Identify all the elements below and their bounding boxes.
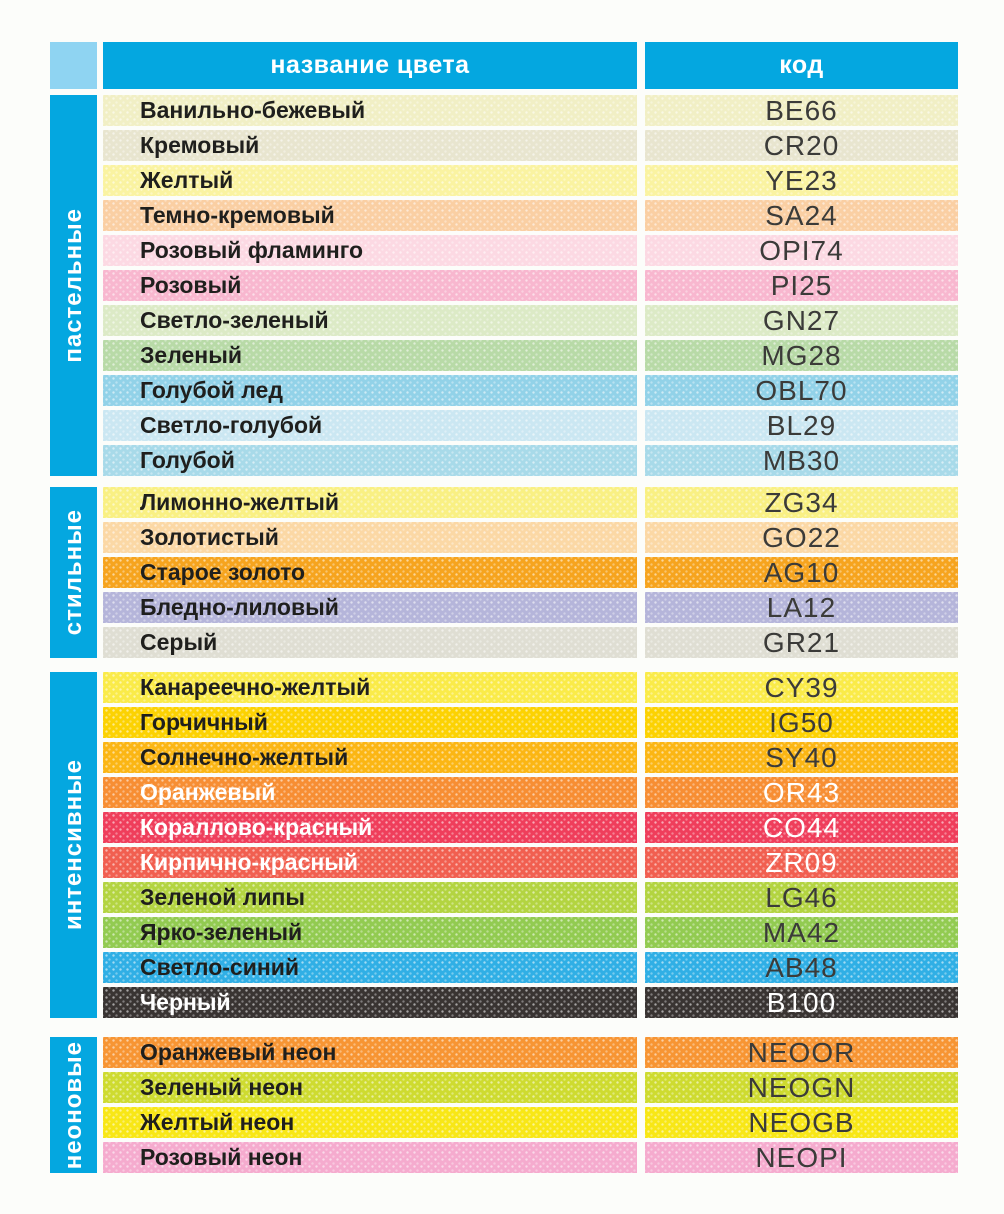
- color-code-cell: SA24: [645, 200, 958, 231]
- color-name-cell: Старое золото: [103, 557, 637, 588]
- color-row: [103, 952, 958, 983]
- color-name-cell: Розовый фламинго: [103, 235, 637, 266]
- group-label: интенсивные: [59, 759, 87, 931]
- color-row: [103, 882, 958, 913]
- group-label: стильные: [59, 509, 87, 636]
- color-code-cell: IG50: [645, 707, 958, 738]
- color-row: [103, 1037, 958, 1068]
- color-code-cell: CO44: [645, 812, 958, 843]
- color-code-cell: NEOPI: [645, 1142, 958, 1173]
- color-name-cell: Лимонно-желтый: [103, 487, 637, 518]
- header-color-name: название цвета: [103, 42, 637, 89]
- color-name-cell: Бледно-лиловый: [103, 592, 637, 623]
- color-row: [103, 410, 958, 441]
- color-name-cell: Темно-кремовый: [103, 200, 637, 231]
- color-code-cell: NEOGB: [645, 1107, 958, 1138]
- color-row: [103, 672, 958, 703]
- color-code-cell: SY40: [645, 742, 958, 773]
- color-row: [103, 812, 958, 843]
- color-code-cell: OBL70: [645, 375, 958, 406]
- color-name-cell: Голубой: [103, 445, 637, 476]
- color-name-cell: Зеленый: [103, 340, 637, 371]
- group-label-bar: [50, 95, 97, 476]
- color-code-cell: LA12: [645, 592, 958, 623]
- color-row: [103, 340, 958, 371]
- color-code-cell: AB48: [645, 952, 958, 983]
- color-code-cell: CY39: [645, 672, 958, 703]
- color-row: [103, 270, 958, 301]
- color-code-cell: OPI74: [645, 235, 958, 266]
- color-name-cell: Горчичный: [103, 707, 637, 738]
- color-code-cell: CR20: [645, 130, 958, 161]
- color-name-cell: Оранжевый: [103, 777, 637, 808]
- color-row: [103, 627, 958, 658]
- color-code-cell: PI25: [645, 270, 958, 301]
- color-name-cell: Розовый неон: [103, 1142, 637, 1173]
- color-code-cell: GR21: [645, 627, 958, 658]
- color-row: [103, 987, 958, 1018]
- color-row: [103, 130, 958, 161]
- group-rows: [103, 487, 958, 658]
- corner-swatch: [50, 42, 97, 89]
- color-group-неоновые: [50, 1037, 1004, 1173]
- color-code-cell: NEOGN: [645, 1072, 958, 1103]
- color-name-cell: Розовый: [103, 270, 637, 301]
- color-name-cell: Желтый: [103, 165, 637, 196]
- color-code-cell: NEOOR: [645, 1037, 958, 1068]
- color-row: [103, 847, 958, 878]
- color-name-cell: Ванильно-бежевый: [103, 95, 637, 126]
- color-name-cell: Кирпично-красный: [103, 847, 637, 878]
- group-label: пастельные: [59, 208, 87, 363]
- color-name-cell: Канареечно-желтый: [103, 672, 637, 703]
- color-row: [103, 707, 958, 738]
- color-name-cell: Светло-голубой: [103, 410, 637, 441]
- group-label: неоновые: [59, 1040, 87, 1170]
- color-code-cell: ZG34: [645, 487, 958, 518]
- color-code-cell: ZR09: [645, 847, 958, 878]
- color-row: [103, 1142, 958, 1173]
- group-label-bar: [50, 672, 97, 1018]
- color-name-cell: Светло-зеленый: [103, 305, 637, 336]
- color-row: [103, 487, 958, 518]
- color-row: [103, 557, 958, 588]
- color-code-cell: GN27: [645, 305, 958, 336]
- color-code-cell: MA42: [645, 917, 958, 948]
- color-row: [103, 95, 958, 126]
- color-code-cell: MG28: [645, 340, 958, 371]
- color-group-стильные: [50, 487, 1004, 658]
- color-row: [103, 445, 958, 476]
- color-code-cell: LG46: [645, 882, 958, 913]
- header-color-code: код: [645, 42, 958, 89]
- color-name-cell: Кораллово-красный: [103, 812, 637, 843]
- color-row: [103, 200, 958, 231]
- color-row: [103, 522, 958, 553]
- color-row: [103, 917, 958, 948]
- table-header: [50, 42, 1004, 89]
- color-row: [103, 592, 958, 623]
- color-code-cell: MB30: [645, 445, 958, 476]
- color-row: [103, 742, 958, 773]
- color-row: [103, 1107, 958, 1138]
- color-row: [103, 165, 958, 196]
- group-label-bar: [50, 1037, 97, 1173]
- color-code-cell: GO22: [645, 522, 958, 553]
- color-group-интенсивные: [50, 672, 1004, 1018]
- color-name-cell: Голубой лед: [103, 375, 637, 406]
- color-name-cell: Черный: [103, 987, 637, 1018]
- color-name-cell: Серый: [103, 627, 637, 658]
- group-rows: [103, 1037, 958, 1173]
- color-row: [103, 777, 958, 808]
- color-code-cell: B100: [645, 987, 958, 1018]
- color-name-cell: Золотистый: [103, 522, 637, 553]
- color-code-cell: BE66: [645, 95, 958, 126]
- color-name-cell: Зеленый неон: [103, 1072, 637, 1103]
- color-row: [103, 375, 958, 406]
- color-row: [103, 235, 958, 266]
- color-name-cell: Светло-синий: [103, 952, 637, 983]
- color-group-пастельные: [50, 95, 1004, 476]
- color-name-cell: Зеленой липы: [103, 882, 637, 913]
- color-code-cell: BL29: [645, 410, 958, 441]
- color-code-cell: OR43: [645, 777, 958, 808]
- color-name-cell: Солнечно-желтый: [103, 742, 637, 773]
- color-table-body: [50, 95, 1004, 1173]
- color-name-cell: Оранжевый неон: [103, 1037, 637, 1068]
- color-row: [103, 305, 958, 336]
- group-label-bar: [50, 487, 97, 658]
- color-row: [103, 1072, 958, 1103]
- color-name-cell: Желтый неон: [103, 1107, 637, 1138]
- group-rows: [103, 95, 958, 476]
- color-name-cell: Ярко-зеленый: [103, 917, 637, 948]
- color-code-cell: YE23: [645, 165, 958, 196]
- group-rows: [103, 672, 958, 1018]
- color-name-cell: Кремовый: [103, 130, 637, 161]
- color-code-cell: AG10: [645, 557, 958, 588]
